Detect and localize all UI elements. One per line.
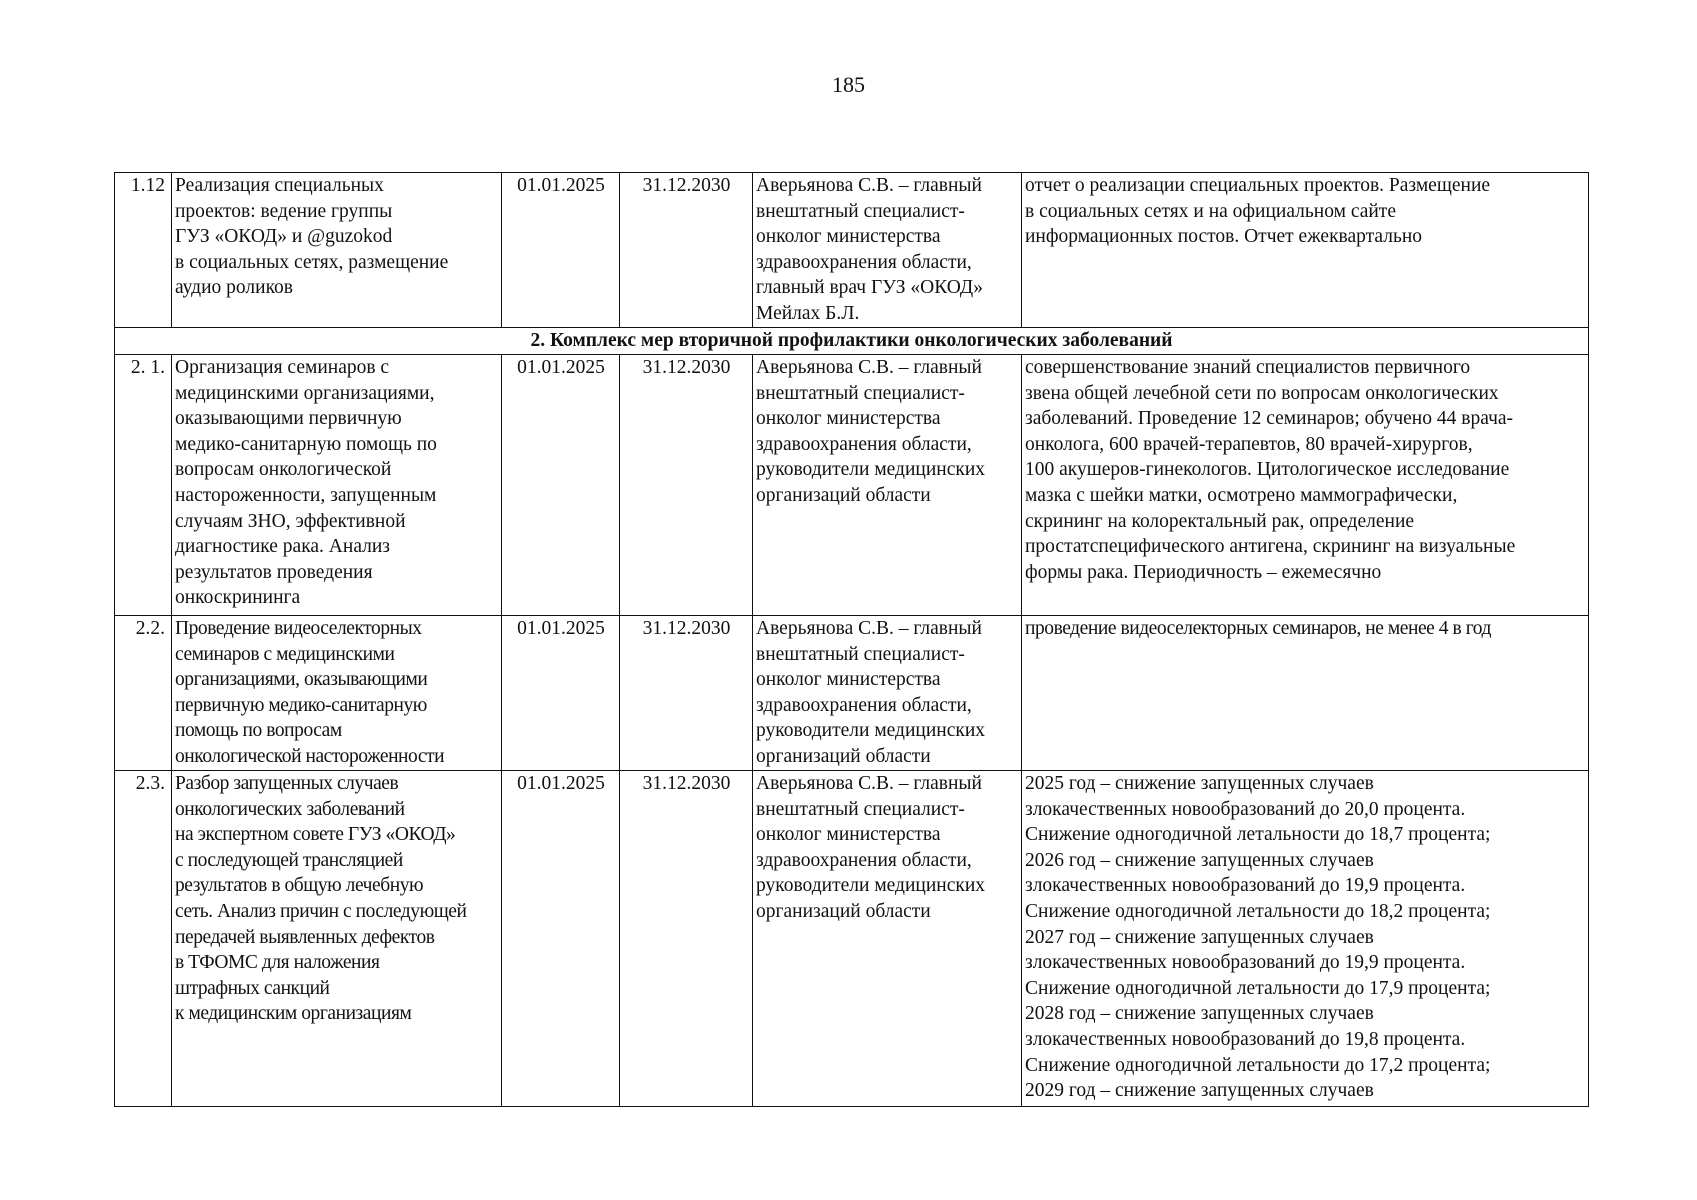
- measure-name: Разбор запущенных случаев онкологических заболеваний на экспертном совете ГУЗ «ОКОД» с последующей трансляцией результатов в общую лечебную сеть. Анализ причин с последующей передачей выявленных дефектов в ТФОМС для наложения штрафных санкций к медицинским организациям: [172, 771, 502, 1107]
- responsible-persons: Аверьянова С.В. – главный внештатный специалист- онколог министерства здравоохранения области, руководители медицинских организаций области: [753, 616, 1022, 771]
- section-heading: 2. Комплекс мер вторичной профилактики онкологических заболеваний: [115, 328, 1589, 355]
- end-date: 31.12.2030: [620, 173, 753, 328]
- measure-name: Организация семинаров с медицинскими организациями, оказывающими первичную медико-санитарную помощь по вопросам онкологической настороженности, запущенным случаям ЗНО, эффективной диагностике рака. Анализ результатов проведения онкоскрининга: [172, 355, 502, 616]
- measures-table: [114, 172, 1589, 1107]
- measure-name: Реализация специальных проектов: ведение группы ГУЗ «ОКОД» и @guzokod в социальных сетях, размещение аудио роликов: [172, 173, 502, 328]
- start-date: 01.01.2025: [502, 616, 620, 771]
- start-date: 01.01.2025: [502, 355, 620, 616]
- end-date: 31.12.2030: [620, 771, 753, 1107]
- expected-result: совершенствование знаний специалистов первичного звена общей лечебной сети по вопросам онкологических заболеваний. Проведение 12 семинаров; обучено 44 врача- онколога, 600 врачей-терапевтов, 80 врачей-хирургов, 100 акушеров-гинекологов. Цитологическое исследование мазка с шейки матки, осмотрено маммографически, скрининг на колоректальный рак, определение простатспецифического антигена, скрининг на визуальные формы рака. Периодичность – ежемесячно: [1022, 355, 1589, 616]
- responsible-persons: Аверьянова С.В. – главный внештатный специалист- онколог министерства здравоохранения области, руководители медицинских организаций области: [753, 355, 1022, 616]
- row-number: 1.12: [115, 173, 172, 328]
- responsible-persons: Аверьянова С.В. – главный внештатный специалист- онколог министерства здравоохранения области, главный врач ГУЗ «ОКОД» Мейлах Б.Л.: [753, 173, 1022, 328]
- expected-result: отчет о реализации специальных проектов. Размещение в социальных сетях и на официальном сайте информационных постов. Отчет ежеквартально: [1022, 173, 1589, 328]
- table-row: [115, 355, 1589, 616]
- measure-name: Проведение видеоселекторных семинаров с медицинскими организациями, оказывающими первичную медико-санитарную помощь по вопросам онкологической настороженности: [172, 616, 502, 771]
- row-number: 2.3.: [115, 771, 172, 1107]
- start-date: 01.01.2025: [502, 173, 620, 328]
- end-date: 31.12.2030: [620, 355, 753, 616]
- row-number: 2. 1.: [115, 355, 172, 616]
- start-date: 01.01.2025: [502, 771, 620, 1107]
- row-number: 2.2.: [115, 616, 172, 771]
- responsible-persons: Аверьянова С.В. – главный внештатный специалист- онколог министерства здравоохранения области, руководители медицинских организаций области: [753, 771, 1022, 1107]
- section-row: [115, 328, 1589, 355]
- expected-result: проведение видеоселекторных семинаров, не менее 4 в год: [1022, 616, 1589, 771]
- page-number: 185: [832, 72, 865, 97]
- table-row: [115, 173, 1589, 328]
- expected-result: 2025 год – снижение запущенных случаев злокачественных новообразований до 20,0 процента. Снижение одногодичной летальности до 18,7 процента; 2026 год – снижение запущенных случаев злокачественных новообразований до 19,9 процента. Снижение одногодичной летальности до 18,2 процента; 2027 год – снижение запущенных случаев злокачественных новообразований до 19,9 процента. Снижение одногодичной летальности до 17,9 процента; 2028 год – снижение запущенных случаев злокачественных новообразований до 19,8 процента. Снижение одногодичной летальности до 17,2 процента; 2029 год – снижение запущенных случаев: [1022, 771, 1589, 1107]
- table-row: [115, 771, 1589, 1107]
- table-row: [115, 616, 1589, 771]
- end-date: 31.12.2030: [620, 616, 753, 771]
